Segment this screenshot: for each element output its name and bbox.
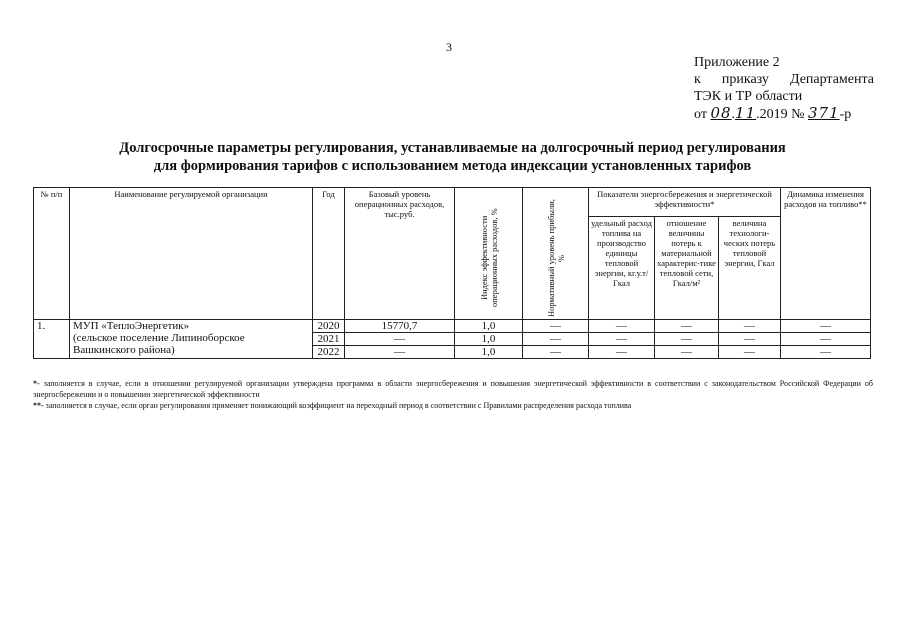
organization-cell (70, 320, 313, 359)
document-title (30, 139, 875, 175)
header-tech-losses: величина технологи-ческих потерь тепловой энергии, Гкал (719, 217, 781, 320)
appendix-word: к (694, 72, 701, 87)
header-num: № п/п (34, 188, 70, 320)
profit-cell: — (523, 346, 589, 359)
header-fuel-dynamics: Динамика изменения расходов на топливо** (781, 188, 871, 320)
fuel-cell: — (589, 346, 655, 359)
base-cell: 15770,7 (345, 320, 455, 333)
page-number: 3 (446, 40, 452, 54)
title-line: Долгосрочные параметры регулирования, устанавливаемые на долгосрочный период регулирования (119, 140, 786, 156)
header-org: Наименование регулируемой организации (70, 188, 313, 320)
appendix-word: Департамента (789, 72, 874, 87)
dynamics-cell: — (781, 320, 871, 333)
losses-cell: — (719, 333, 781, 346)
header-loss-ratio: отношение величины потерь к материальной характерис-тике тепловой сети, Гкал/м² (655, 217, 719, 320)
ratio-cell: — (655, 346, 719, 359)
parameters-table (33, 187, 871, 359)
order-suffix: -р (839, 107, 852, 122)
appendix-block (694, 54, 874, 123)
appendix-department: ТЭК и ТР области (694, 89, 803, 104)
organization-name: МУП «ТеплоЭнергетик» (73, 320, 190, 332)
organization-description: (сельское поселение Липиноборское Вашкинского района) (73, 332, 245, 356)
footnote-1 (33, 378, 873, 400)
appendix-title: Приложение 2 (694, 55, 780, 70)
index-cell: 1,0 (455, 346, 523, 359)
year-cell: 2021 (313, 333, 345, 346)
handwritten-day: 08 (710, 104, 732, 122)
footnote-text: заполняется в случае, если в отношении регулируемой организации утверждена программа в области энергосбережения и повышения энергетической эффективности в соответствии с законодательством Российской Федерации об энергосбережении и о повышении энергетической эффективности (33, 379, 874, 399)
index-cell: 1,0 (455, 320, 523, 333)
footnote-text: заполняется в случае, если орган регулирования применяет понижающий коэффициент на переходный период в соответствии с Правилами распределения расхода топлива (45, 401, 632, 410)
ratio-cell: — (655, 320, 719, 333)
footnote-mark: **- (33, 401, 44, 410)
handwritten-month: 11 (735, 104, 757, 122)
header-year: Год (313, 188, 345, 320)
header-profit-level: Нормативный уровень прибыли, % (523, 188, 589, 320)
date-dot: . (731, 107, 736, 122)
base-cell: — (345, 346, 455, 359)
table-row (34, 320, 871, 333)
profit-cell: — (523, 333, 589, 346)
header-fuel-rate: удельный расход топлива на производство единицы тепловой энергии, кг.у.т/Гкал (589, 217, 655, 320)
base-cell: — (345, 333, 455, 346)
dynamics-cell: — (781, 333, 871, 346)
appendix-date-line (694, 105, 874, 123)
header-energy-group: Показатели энергосбережения и энергетической эффективности* (589, 188, 781, 217)
footnote-2 (33, 400, 873, 411)
year-cell: 2020 (313, 320, 345, 333)
date-year: .2019 № (756, 107, 805, 122)
profit-cell: — (523, 320, 589, 333)
appendix-order-line (694, 71, 874, 88)
year-cell: 2022 (313, 346, 345, 359)
losses-cell: — (719, 346, 781, 359)
title-line: для формирования тарифов с использованием метода индексации установленных тарифов (153, 158, 752, 174)
footnotes (33, 378, 873, 411)
appendix-word: приказу (721, 72, 769, 87)
date-prefix: от (694, 107, 707, 122)
ratio-cell: — (655, 333, 719, 346)
fuel-cell: — (589, 320, 655, 333)
fuel-cell: — (589, 333, 655, 346)
handwritten-order-number: 371 (807, 104, 840, 122)
header-efficiency-index: Индекс эффективности операционных расходов, % (455, 188, 523, 320)
losses-cell: — (719, 320, 781, 333)
footnote-mark: *- (33, 379, 40, 388)
header-base-expenses: Базовый уровень операционных расходов, тыс.руб. (345, 188, 455, 320)
row-number: 1. (34, 320, 70, 359)
index-cell: 1,0 (455, 333, 523, 346)
dynamics-cell: — (781, 346, 871, 359)
